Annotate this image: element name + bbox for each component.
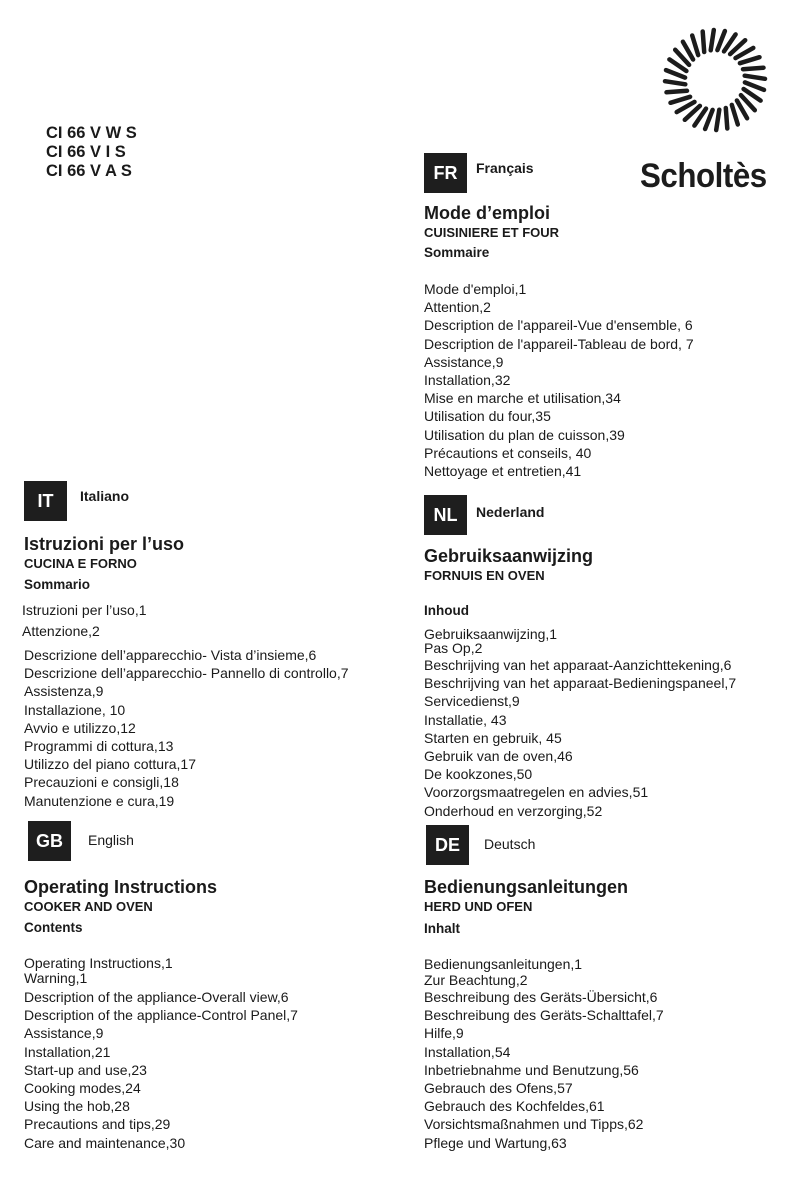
sun-ray <box>745 82 764 90</box>
toc-item: Assistance,9 <box>24 1025 104 1042</box>
language-badge-it: IT <box>24 481 67 521</box>
toc-item: Precautions and tips,29 <box>24 1116 171 1133</box>
model-list <box>46 124 137 181</box>
section-subtitle-nl: FORNUIS EN OVEN <box>424 568 545 583</box>
toc-item: Warning,1 <box>24 970 88 986</box>
toc-item: Beschreibung des Geräts-Übersicht,6 <box>424 989 658 1005</box>
contents-heading-nl: Inhoud <box>424 603 469 618</box>
model-number: CI 66 V I S <box>46 143 126 161</box>
toc-item: Installation,32 <box>424 372 511 389</box>
toc-list-fr <box>424 280 694 480</box>
contents-heading-gb: Contents <box>24 920 83 935</box>
language-name-nl: Nederland <box>476 504 545 520</box>
language-badge-fr: FR <box>424 153 467 193</box>
toc-item: Assistance,9 <box>424 353 504 370</box>
sun-ray <box>671 97 691 103</box>
toc-item: Nettoyage et entretien,41 <box>424 463 582 480</box>
toc-item: Starten en gebruik, 45 <box>424 729 562 746</box>
sun-ray <box>726 108 728 129</box>
section-subtitle-gb: COOKER AND OVEN <box>24 899 153 914</box>
toc-item: Utilizzo del piano cottura,17 <box>24 756 196 773</box>
toc-item: Utilisation du four,35 <box>424 408 551 425</box>
toc-item: Installation,21 <box>24 1043 111 1060</box>
toc-item: Gebruiksaanwijzing,1 <box>424 626 558 642</box>
toc-item: Descrizione dell’apparecchio- Pannello di controllo,7 <box>24 665 349 682</box>
toc-item: Voorzorgsmaatregelen en advies,51 <box>424 784 649 801</box>
model-number: CI 66 V A S <box>46 162 132 180</box>
toc-item: Care and maintenance,30 <box>24 1134 186 1151</box>
toc-item: Start-up and use,23 <box>24 1061 147 1078</box>
language-name-fr: Français <box>476 160 534 176</box>
language-badge-gb: GB <box>28 821 71 861</box>
toc-item: Onderhoud en verzorging,52 <box>424 802 603 819</box>
section-title-gb: Operating Instructions <box>24 877 218 897</box>
sun-ray <box>666 70 685 78</box>
sun-ray <box>692 36 698 56</box>
toc-item: Cooking modes,24 <box>24 1080 141 1097</box>
toc-item: Bedienungsanleitungen,1 <box>424 956 583 972</box>
toc-item: Mise en marche et utilisation,34 <box>424 390 621 407</box>
toc-item: Utilisation du plan de cuisson,39 <box>424 426 625 443</box>
toc-list-de <box>424 988 664 1152</box>
toc-item: Beschrijving van het apparaat-Aanzichttekening,6 <box>424 657 732 673</box>
sun-ray <box>716 110 719 130</box>
section-title-fr: Mode d’emploi <box>424 203 550 223</box>
toc-list-gb <box>24 988 298 1152</box>
toc-item: Assistenza,9 <box>24 683 104 700</box>
toc-item: Precauzioni e consigli,18 <box>24 774 179 791</box>
sun-ray <box>667 91 688 93</box>
toc-item: Installazione, 10 <box>24 701 126 718</box>
toc-item: Description of the appliance-Control Panel,7 <box>24 1007 298 1024</box>
toc-item: Descrizione dell’apparecchio- Vista d’insieme,6 <box>24 647 317 663</box>
language-badge-nl: NL <box>424 495 467 535</box>
contents-heading-fr: Sommaire <box>424 245 490 260</box>
contents-heading-de: Inhalt <box>424 921 460 936</box>
toc-item: Manutenzione e cura,19 <box>24 792 175 809</box>
toc-item: Installatie, 43 <box>424 711 507 728</box>
toc-item: Gebrauch des Kochfeldes,61 <box>424 1098 605 1115</box>
toc-item: Beschrijving van het apparaat-Bedieningspaneel,7 <box>424 675 737 692</box>
brand-logo <box>640 25 790 195</box>
language-badge-de: DE <box>426 825 469 865</box>
toc-list-it <box>24 646 349 810</box>
toc-item: Inbetriebnahme und Benutzung,56 <box>424 1061 639 1078</box>
language-name-gb: English <box>88 832 134 848</box>
sun-ray <box>740 57 760 63</box>
language-name-it: Italiano <box>80 488 130 504</box>
toc-item: Using the hob,28 <box>24 1098 130 1115</box>
sun-ray <box>745 76 765 79</box>
toc-item: Gebrauch des Ofens,57 <box>424 1080 573 1097</box>
toc-item: Gebruik van de oven,46 <box>424 748 573 765</box>
section-title-nl: Gebruiksaanwijzing <box>424 546 594 566</box>
contents-heading-it: Sommario <box>24 577 91 592</box>
toc-item: Pas Op,2 <box>424 640 483 656</box>
sun-ray <box>743 68 764 70</box>
sun-ray <box>717 31 725 50</box>
toc-item: Description of the appliance-Overall view,6 <box>24 989 289 1005</box>
toc-item: Servicedienst,9 <box>424 693 520 710</box>
toc-item: Avvio e utilizzo,12 <box>24 719 136 736</box>
toc-item: Installation,54 <box>424 1043 511 1060</box>
toc-item: Zur Beachtung,2 <box>424 972 528 988</box>
toc-item: Attenzione,2 <box>22 623 100 639</box>
toc-item: Hilfe,9 <box>424 1025 464 1042</box>
toc-item: Beschreibung des Geräts-Schalttafel,7 <box>424 1007 664 1024</box>
section-title-it: Istruzioni per l’uso <box>24 534 185 554</box>
brand-name: Scholtès <box>640 157 767 195</box>
toc-item: Istruzioni per l’uso,1 <box>22 602 147 618</box>
sun-ray <box>703 32 705 53</box>
toc-item: Description de l'appareil-Tableau de bord, 7 <box>424 335 694 352</box>
sun-ray <box>665 81 685 84</box>
toc-item: Pflege und Wartung,63 <box>424 1134 567 1151</box>
language-name-de: Deutsch <box>484 836 536 852</box>
section-subtitle-de: HERD UND OFEN <box>424 899 533 914</box>
toc-item: Vorsichtsmaßnahmen und Tipps,62 <box>424 1116 644 1133</box>
sun-ray <box>705 110 713 129</box>
section-subtitle-it: CUCINA E FORNO <box>24 556 137 571</box>
toc-list-nl <box>424 656 736 820</box>
toc-item: Attention,2 <box>424 299 491 316</box>
sun-ray <box>711 30 714 50</box>
toc-item: Mode d'emploi,1 <box>424 281 527 297</box>
toc-item: Programmi di cottura,13 <box>24 738 174 755</box>
sun-logo-icon <box>660 25 770 135</box>
toc-item: Operating Instructions,1 <box>24 955 173 971</box>
toc-item: Précautions et conseils, 40 <box>424 444 592 461</box>
toc-item: Description de l'appareil-Vue d'ensemble, 6 <box>424 317 693 334</box>
section-subtitle-fr: CUISINIERE ET FOUR <box>424 225 560 240</box>
sun-ray <box>732 105 738 125</box>
section-title-de: Bedienungsanleitungen <box>424 877 629 897</box>
model-number: CI 66 V W S <box>46 124 137 142</box>
toc-item: De kookzones,50 <box>424 766 533 783</box>
